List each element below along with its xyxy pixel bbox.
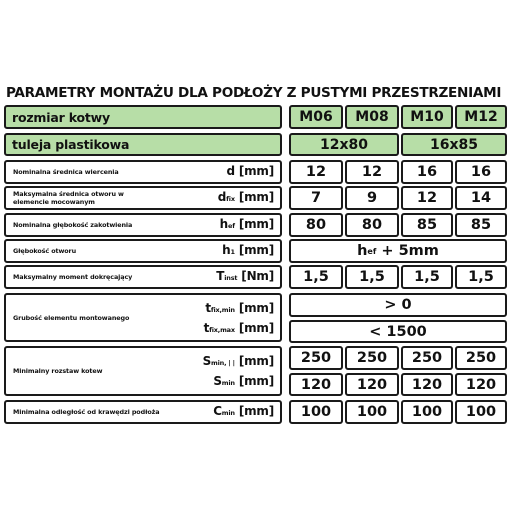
value-cell: 12: [345, 160, 399, 184]
value-cell: 80: [289, 213, 343, 237]
value-cell: 120: [401, 373, 453, 396]
value-cell: 1,5: [455, 265, 507, 289]
symbol-smin: Smin [mm]: [213, 374, 274, 388]
sleeve-12x80: 12x80: [289, 133, 399, 156]
size-m06: M06: [289, 105, 343, 129]
hole-depth-value: h ef + 5mm: [289, 239, 507, 263]
symbol-cmin: Cmin [mm]: [213, 404, 274, 418]
value-cell: 250: [401, 346, 453, 370]
value-cell: 250: [455, 346, 507, 370]
symbol-hef: hef [mm]: [219, 217, 274, 231]
value-cell: 100: [455, 400, 507, 424]
value-cell: 1,5: [289, 265, 343, 289]
value-cell: 120: [289, 373, 343, 396]
value-cell: 120: [345, 373, 399, 396]
row-label-spacing: Minimalny rozstaw kotew Smin, | | [mm] Smin [mm]: [4, 346, 282, 396]
value-cell: 7: [289, 186, 343, 210]
row-label-edge-distance: Minimalna odległość od krawędzi podłoża Cmin [mm]: [4, 400, 282, 424]
value-cell: 250: [345, 346, 399, 370]
value-cell: 85: [455, 213, 507, 237]
value-cell: 16: [401, 160, 453, 184]
symbol-tfix-max: tfix,max [mm]: [203, 320, 274, 335]
table-title: PARAMETRY MONTAŻU DLA PODŁOŻY Z PUSTYMI PRZESTRZENIAMI: [6, 85, 502, 101]
value-cell: 9: [345, 186, 399, 210]
symbol-smin-parallel: Smin, | | [mm]: [202, 354, 274, 368]
value-cell: 100: [401, 400, 453, 424]
symbol-tfix-min: tfix,min [mm]: [205, 300, 274, 315]
sleeve-16x85: 16x85: [401, 133, 507, 156]
value-cell: 100: [289, 400, 343, 424]
symbol-dfix: dfix [mm]: [217, 190, 274, 204]
size-m12: M12: [455, 105, 507, 129]
size-m08: M08: [345, 105, 399, 129]
row-label-anchor-depth: Nominalna głębokość zakotwienia hef [mm]: [4, 213, 282, 237]
thickness-max-value: < 1500: [289, 320, 507, 343]
anchor-size-label: rozmiar kotwy: [4, 105, 282, 129]
row-label-hole-diameter: Maksymalna średnica otworu w elemencie mocowanym dfix [mm]: [4, 186, 282, 210]
value-cell: 14: [455, 186, 507, 210]
value-cell: 80: [345, 213, 399, 237]
symbol-h1: h1 [mm]: [222, 243, 274, 257]
value-cell: 12: [289, 160, 343, 184]
row-label-hole-depth: Głębokość otworu h1 [mm]: [4, 239, 282, 263]
symbol-tinst: Tinst [Nm]: [216, 269, 274, 283]
value-cell: 12: [401, 186, 453, 210]
value-cell: 85: [401, 213, 453, 237]
size-m10: M10: [401, 105, 453, 129]
value-cell: 250: [289, 346, 343, 370]
value-cell: 100: [345, 400, 399, 424]
thickness-min-value: > 0: [289, 293, 507, 317]
row-label-drill-diameter: Nominalna średnica wiercenia d [mm]: [4, 160, 282, 184]
value-cell: 16: [455, 160, 507, 184]
symbol-d: d [mm]: [226, 164, 274, 178]
row-label-torque: Maksymalny moment dokręcający Tinst [Nm]: [4, 265, 282, 289]
value-cell: 1,5: [345, 265, 399, 289]
plastic-sleeve-label: tuleja plastikowa: [4, 133, 282, 156]
value-cell: 120: [455, 373, 507, 396]
row-label-thickness: Grubość elementu montowanego tfix,min [mm] tfix,max [mm]: [4, 293, 282, 342]
value-cell: 1,5: [401, 265, 453, 289]
